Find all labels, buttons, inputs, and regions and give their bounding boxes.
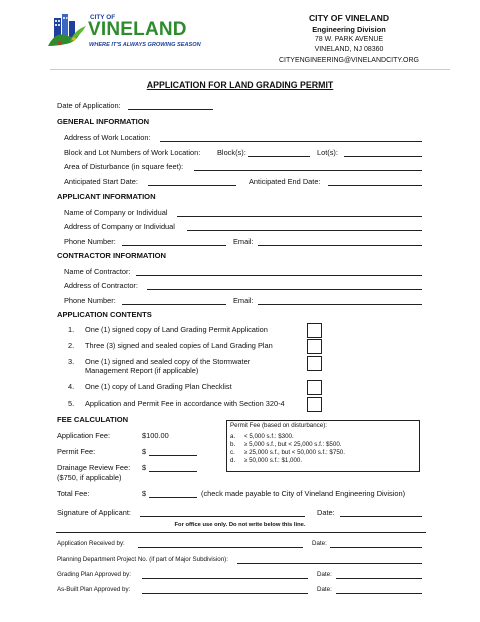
drainage-fee-note: ($750, if applicable)	[57, 473, 122, 482]
drainage-fee-dollar: $	[142, 463, 147, 472]
date-of-application-field[interactable]	[128, 109, 213, 110]
applicant-phone-label: Phone Number:	[64, 237, 116, 246]
contents-item-2-num: 2.	[68, 341, 75, 350]
permit-box-row-a-text: < 5,000 s.f.: $300.	[244, 433, 294, 440]
applicant-name-label: Name of Company or Individual	[64, 208, 168, 217]
general-heading: GENERAL INFORMATION	[57, 117, 150, 126]
received-by-label: Application Received by:	[57, 540, 125, 547]
permit-box-title: Permit Fee (based on disturbance):	[230, 422, 327, 429]
contents-item-1-num: 1.	[68, 325, 75, 334]
contents-heading: APPLICATION CONTENTS	[57, 310, 152, 319]
asbuilt-date-field[interactable]	[336, 593, 422, 594]
total-fee-label: Total Fee:	[57, 489, 90, 498]
permit-box-row-c-text: ≥ 25,000 s.f., but < 50,000 s.f.: $750.	[244, 449, 345, 456]
logo-city-of: CITY OF	[90, 14, 116, 21]
contractor-phone-label: Phone Number:	[64, 296, 116, 305]
work-address-label: Address of Work Location:	[64, 133, 151, 142]
contents-item-5-num: 5.	[68, 399, 75, 408]
header-email: CITYENGINEERING@VINELANDCITY.ORG	[279, 57, 419, 64]
application-fee-value: $100.00	[142, 431, 169, 440]
asbuilt-date-label: Date:	[317, 586, 332, 593]
application-fee-label: Application Fee:	[57, 431, 110, 440]
office-use-divider	[56, 532, 426, 533]
permit-fee-field[interactable]	[149, 455, 197, 456]
total-fee-dollar: $	[142, 489, 147, 498]
drainage-fee-field[interactable]	[149, 471, 197, 472]
contents-item-3-text: One (1) signed and sealed copy of the Stormwater	[85, 357, 251, 366]
applicant-email-label: Email:	[233, 237, 254, 246]
grading-approved-label: Grading Plan Approved by:	[57, 571, 131, 578]
work-address-field[interactable]	[160, 141, 422, 142]
permit-box-row-d-letter: d.	[230, 457, 236, 464]
contractor-email-field[interactable]	[258, 304, 422, 305]
planning-project-field[interactable]	[237, 563, 422, 564]
contents-item-5-text: Application and Permit Fee in accordance with Section 320-4	[85, 399, 285, 408]
contents-item-4-num: 4.	[68, 382, 75, 391]
contents-item-2-text: Three (3) signed and sealed copies of Land Grading Plan	[85, 341, 273, 350]
logo-name: VINELAND	[88, 19, 187, 40]
planning-project-label: Planning Department Project No. (if part of Major Subdivision):	[57, 556, 228, 563]
contents-item-3-checkbox[interactable]	[307, 356, 322, 371]
contractor-address-label: Address of Contractor:	[64, 281, 138, 290]
contractor-name-field[interactable]	[136, 275, 422, 276]
applicant-address-field[interactable]	[187, 230, 422, 231]
total-fee-note: (check made payable to City of Vineland Engineering Division)	[201, 489, 406, 498]
signature-label: Signature of Applicant:	[57, 508, 131, 517]
logo-tagline: WHERE IT'S ALWAYS GROWING SEASON	[89, 42, 201, 48]
contents-item-1-checkbox[interactable]	[307, 323, 322, 338]
contents-item-1-text: One (1) signed copy of Land Grading Permit Application	[85, 325, 268, 334]
area-label: Area of Disturbance (in square feet):	[64, 162, 184, 171]
total-fee-field[interactable]	[149, 497, 197, 498]
received-date-field[interactable]	[330, 547, 422, 548]
lot-label: Lot(s):	[317, 148, 338, 157]
block-lot-label: Block and Lot Numbers of Work Location:	[64, 148, 201, 157]
permit-box-row-b-letter: b.	[230, 441, 236, 448]
grading-approved-field[interactable]	[142, 578, 308, 579]
contents-item-4-text: One (1) copy of Land Grading Plan Checklist	[85, 382, 232, 391]
office-use-note: For office use only. Do not write below this line.	[174, 522, 306, 528]
applicant-phone-field[interactable]	[122, 245, 226, 246]
permit-box-row-b-text: ≥ 5,000 s.f., but < 25,000 s.f.: $500.	[244, 441, 342, 448]
permit-fee-label: Permit Fee:	[57, 447, 96, 456]
contractor-address-field[interactable]	[147, 289, 422, 290]
permit-box-row-a-letter: a.	[230, 433, 236, 440]
header-address2: VINELAND, NJ 08360	[314, 46, 384, 53]
fees-heading: FEE CALCULATION	[57, 415, 129, 424]
area-field[interactable]	[194, 170, 422, 171]
contractor-email-label: Email:	[233, 296, 254, 305]
drainage-fee-label: Drainage Review Fee:	[57, 463, 131, 472]
contents-item-5-checkbox[interactable]	[307, 397, 322, 412]
header-city: CITY OF VINELAND	[308, 13, 390, 23]
permit-fee-dollar: $	[142, 447, 147, 456]
end-date-label: Anticipated End Date:	[249, 177, 321, 186]
header-divider	[50, 69, 450, 70]
grading-date-label: Date:	[317, 571, 332, 578]
contents-item-2-checkbox[interactable]	[307, 339, 322, 354]
start-date-label: Anticipated Start Date:	[64, 177, 138, 186]
contractor-name-label: Name of Contractor:	[64, 267, 131, 276]
block-label: Block(s):	[217, 148, 246, 157]
contents-item-4-checkbox[interactable]	[307, 380, 322, 395]
applicant-name-field[interactable]	[177, 216, 422, 217]
logo-skyline-icon	[48, 12, 88, 48]
applicant-heading: APPLICANT INFORMATION	[57, 192, 156, 201]
received-by-field[interactable]	[138, 547, 303, 548]
date-of-application-label: Date of Application:	[57, 101, 121, 110]
header-division: Engineering Division	[312, 25, 386, 34]
contents-item-3-num: 3.	[68, 357, 75, 366]
end-date-field[interactable]	[328, 185, 422, 186]
header-address1: 78 W. PARK AVENUE	[314, 36, 384, 43]
city-logo	[48, 12, 201, 56]
block-field[interactable]	[248, 156, 310, 157]
received-date-label: Date:	[312, 540, 327, 547]
permit-box-row-c-letter: c.	[230, 449, 235, 456]
start-date-field[interactable]	[148, 185, 236, 186]
signature-date-field[interactable]	[340, 516, 422, 517]
applicant-email-field[interactable]	[258, 245, 422, 246]
contents-item-3-text2: Management Report (if applicable)	[85, 366, 199, 375]
lot-field[interactable]	[344, 156, 422, 157]
applicant-address-label: Address of Company or Individual	[64, 222, 175, 231]
grading-date-field[interactable]	[336, 578, 422, 579]
permit-box-row-d-text: ≥ 50,000 s.f.: $1,000.	[244, 457, 303, 464]
contractor-phone-field[interactable]	[122, 304, 226, 305]
signature-date-label: Date:	[317, 508, 335, 517]
signature-field[interactable]	[140, 516, 305, 517]
asbuilt-approved-field[interactable]	[142, 593, 308, 594]
contractor-heading: CONTRACTOR INFORMATION	[57, 251, 166, 260]
asbuilt-approved-label: As-Built Plan Approved by:	[57, 586, 131, 593]
form-title: APPLICATION FOR LAND GRADING PERMIT	[146, 80, 334, 90]
